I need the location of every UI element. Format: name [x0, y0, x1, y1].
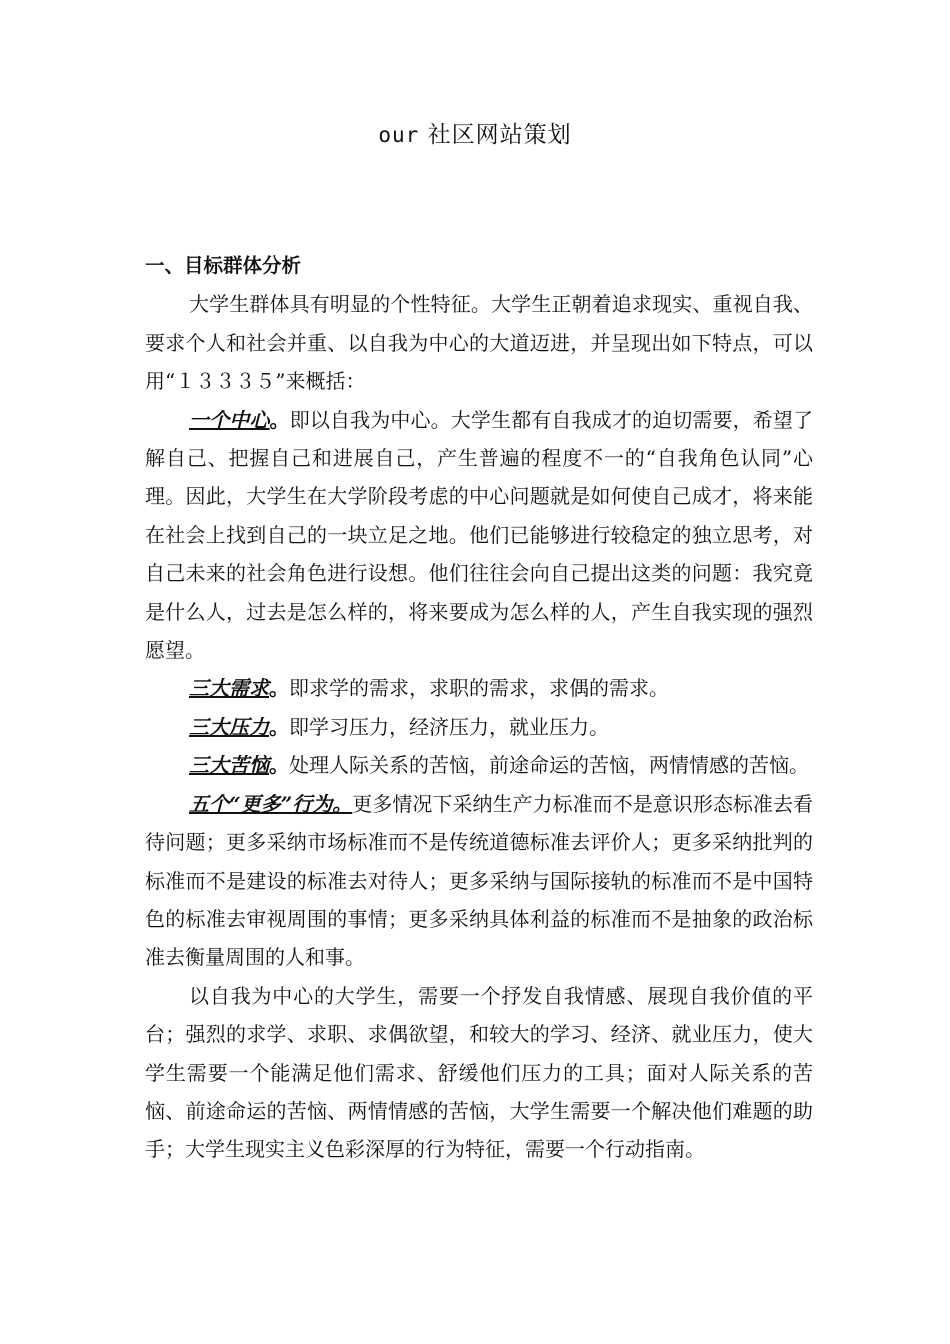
paragraph-conclusion: 以自我为中心的大学生，需要一个抒发自我情感、展现自我价值的平台；强烈的求学、求职、求偶欲望，和较大的学习、经济、就业压力，使大学生需要一个能满足他们需求、舒缓他们压力的工具；面对人际关系的苦恼、前途命运的苦恼、两情情感的苦恼，大学生需要一个解决他们难题的助手；大学生现实主义色彩深厚的行为特征，需要一个行动指南。 — [145, 983, 813, 1162]
keyword-one-center: 一个中心 — [189, 407, 270, 432]
paragraph-text: 更多情况下采纳生产力标准而不是意识形态标准去看待问题；更多采纳市场标准而不是传统道德标准去评价人；更多采纳批判的标准而不是建设的标准去对待人；更多采纳与国际接轨的标准而不是中国特色的标准去审视周围的事情；更多采纳具体利益的标准而不是抽象的政治标准去衡量周围的人和事。 — [145, 791, 813, 970]
title-english: our — [378, 123, 420, 147]
keyword-three-pressures: 三大压力 — [189, 714, 269, 739]
paragraph-five-more — [145, 785, 813, 977]
paragraph-text: 处理人际关系的苦恼，前途命运的苦恼，两情情感的苦恼。 — [289, 753, 809, 778]
section-heading: 一、目标群体分析 — [145, 254, 302, 277]
keyword-three-troubles: 三大苦恼 — [189, 753, 269, 778]
paragraph-three-troubles — [145, 746, 813, 784]
paragraph-one-center — [145, 401, 813, 670]
document-body — [145, 247, 813, 1169]
keyword-period: 。 — [269, 676, 289, 701]
paragraph-text: 即学习压力，经济压力，就业压力。 — [289, 714, 609, 739]
title-chinese: 社区网站策划 — [427, 122, 572, 148]
keyword-five-more: 五个“更多”行为。 — [189, 791, 353, 816]
document-title — [0, 116, 950, 149]
paragraph-text: 即以自我为中心。大学生都有自我成才的迫切需要，希望了解自己、把握自己和进展自己，产生普遍的程度不一的“自我角色认同”心理。因此，大学生在大学阶段考虑的中心问题就是如何使自己成才，将来能在社会上找到自己的一块立足之地。他们已能够进行较稳定的独立思考，对自己未来的社会角色进行设想。他们往往会向自己提出这类的问题：我究竟是什么人，过去是怎么样的，将来要成为怎么样的人，产生自我实现的强烈愿望。 — [145, 407, 814, 663]
paragraph-three-needs — [145, 669, 813, 707]
keyword-three-needs: 三大需求 — [189, 676, 269, 701]
keyword-period: 。 — [269, 753, 289, 778]
paragraph-text: 即求学的需求，求职的需求，求偶的需求。 — [289, 676, 669, 701]
keyword-period: 。 — [269, 714, 289, 739]
keyword-period: 。 — [269, 407, 290, 432]
paragraph-three-pressures — [145, 708, 813, 746]
paragraph-intro: 大学生群体具有明显的个性特征。大学生正朝着追求现实、重视自我、要求个人和社会并重、以自我为中心的大道迈进，并呈现出如下特点，可以用“１３３３５”来概括： — [145, 292, 813, 394]
